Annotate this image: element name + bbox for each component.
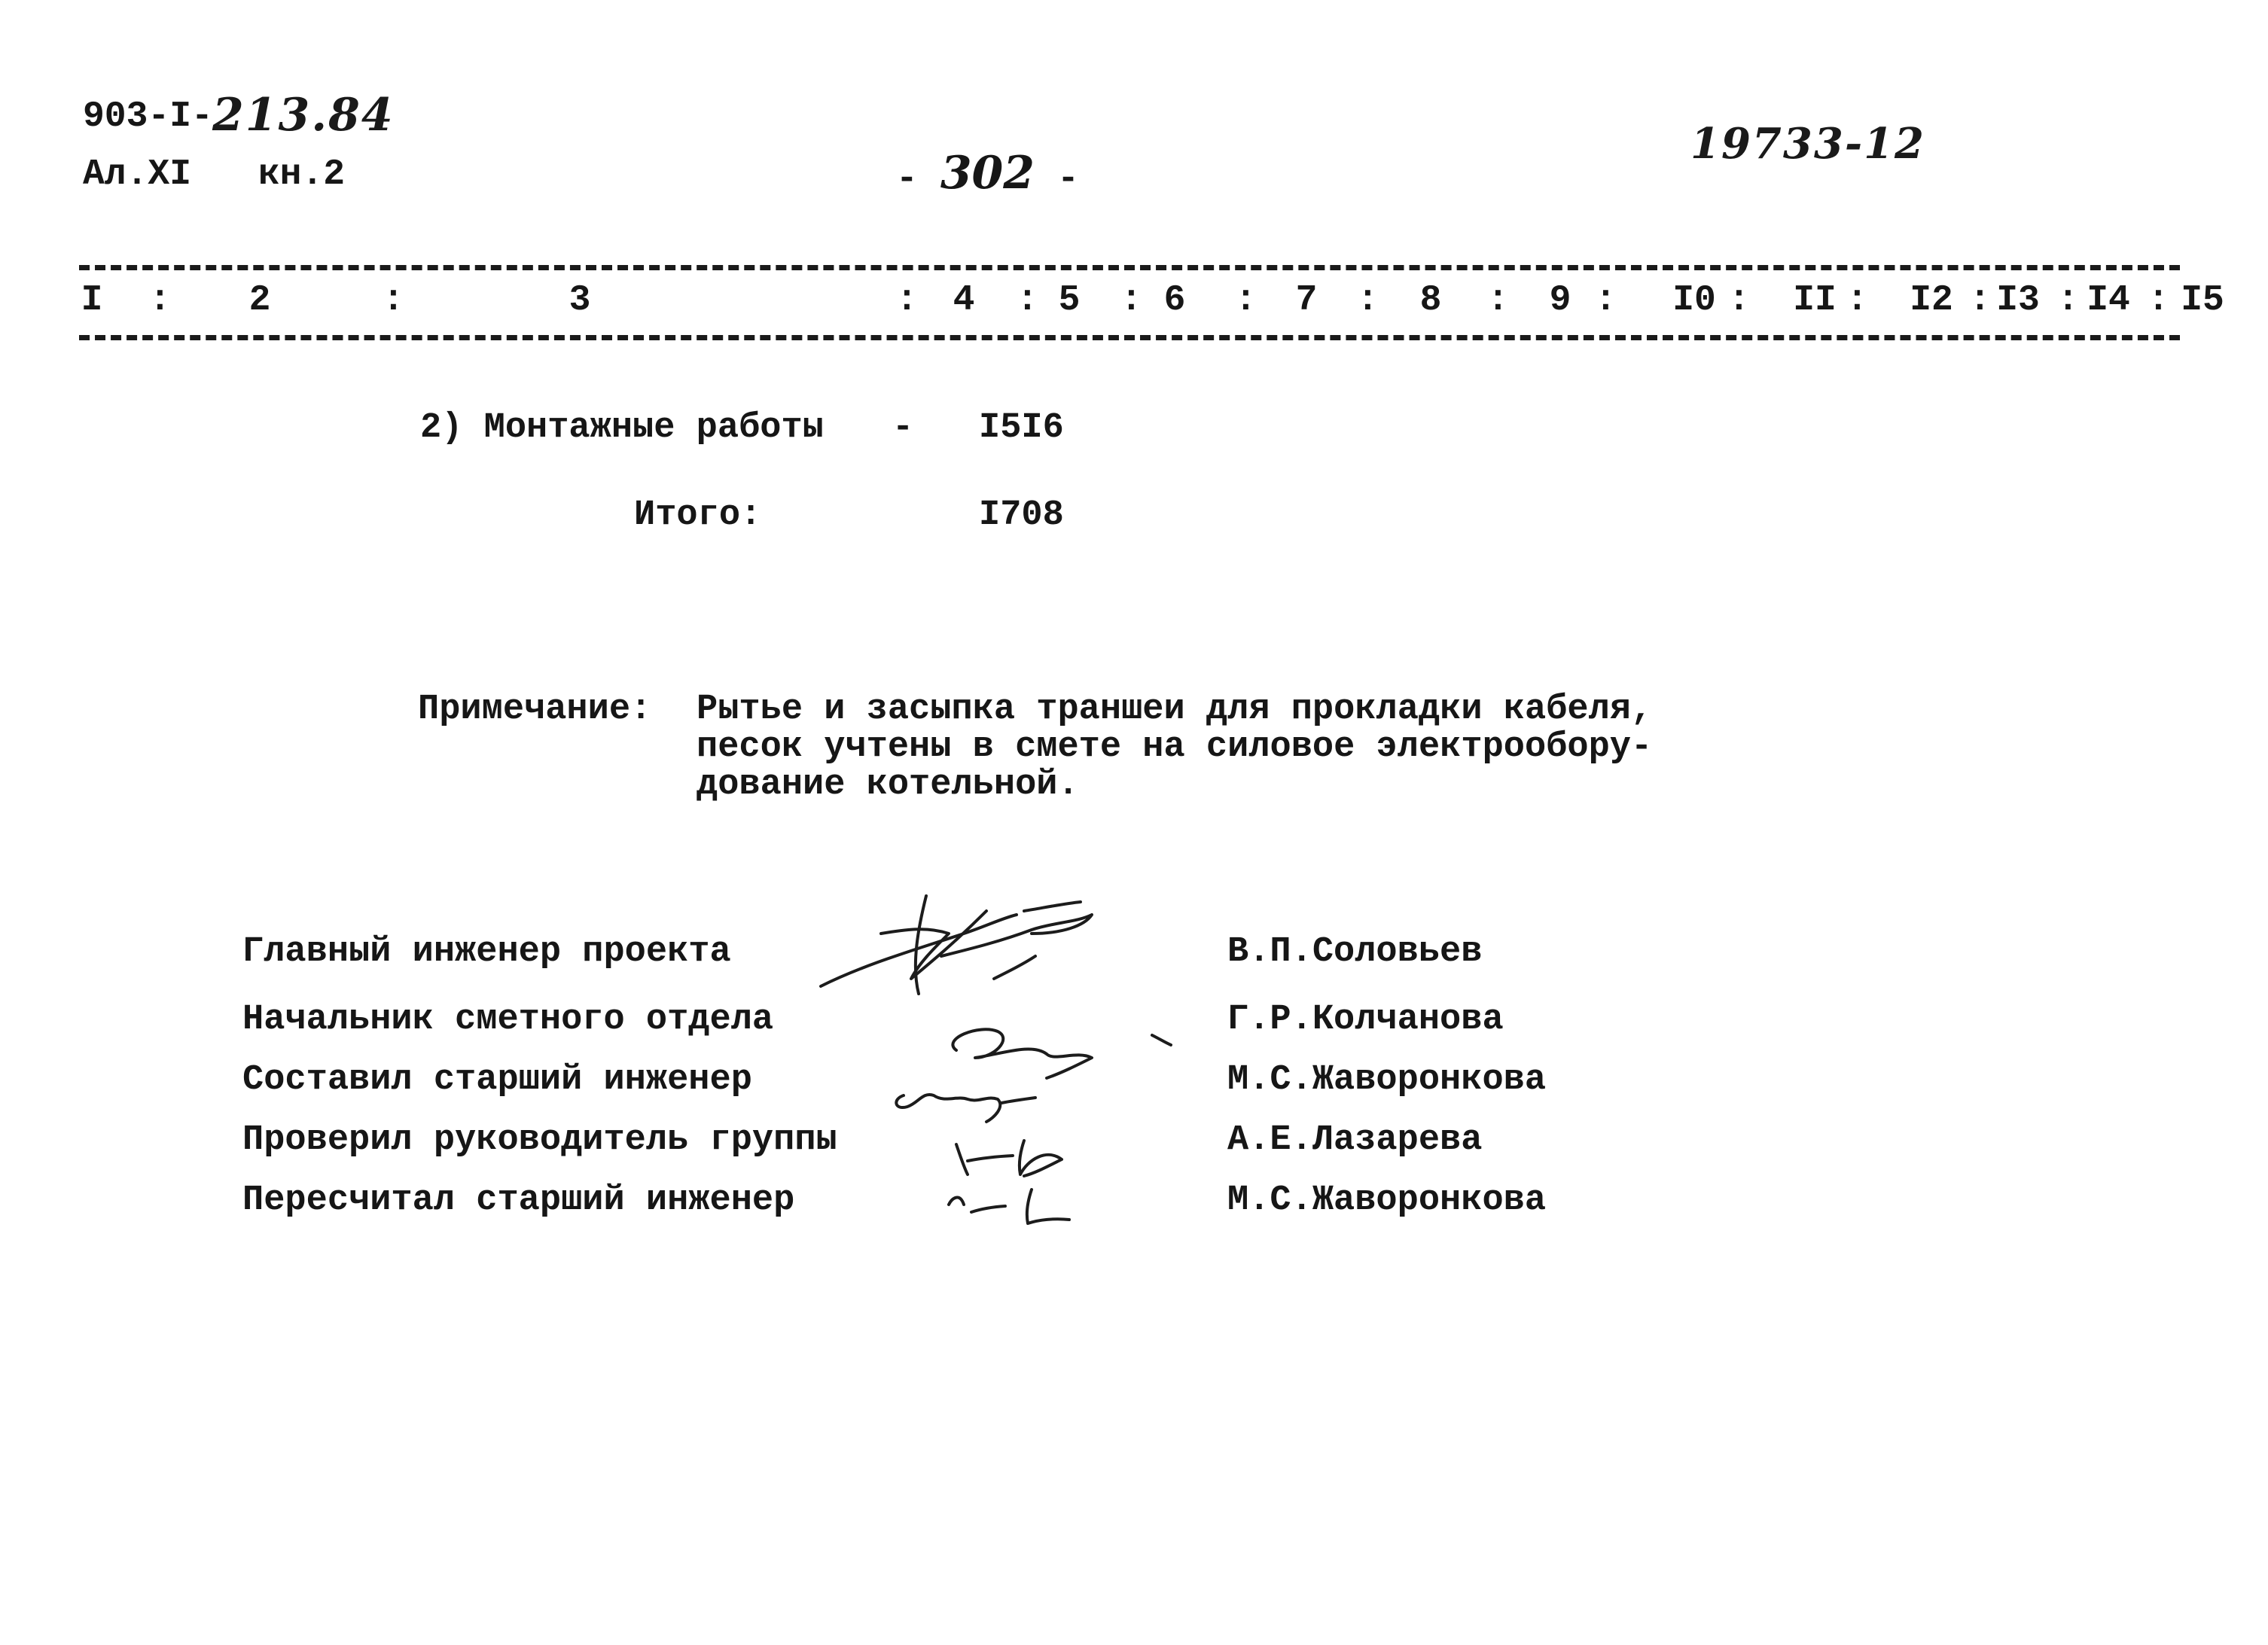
book-label: кн.2	[258, 154, 346, 195]
column-number: 3	[569, 280, 591, 321]
column-number: I	[81, 280, 103, 321]
column-number: I5	[2181, 280, 2224, 321]
note-line: дование котельной.	[697, 765, 1079, 805]
signature-name: А.Е.Лазарева	[1227, 1120, 1483, 1160]
column-separator: :	[1846, 280, 1868, 321]
total-value: I708	[979, 495, 1064, 535]
signature-role: Пересчитал старший инженер	[242, 1180, 795, 1220]
signature-stroke	[1027, 1190, 1069, 1223]
total-label: Итого:	[634, 495, 762, 535]
note-line: Рытье и засыпка траншеи для прокладки кабеля,	[697, 690, 1653, 730]
signature-stroke	[956, 1144, 968, 1174]
works-line-value: I5I6	[979, 408, 1064, 448]
signature-stroke	[896, 1095, 1000, 1122]
signature-stroke	[1001, 1098, 1035, 1103]
column-number: II	[1793, 280, 1837, 321]
column-separator: :	[149, 280, 171, 321]
signature-stroke	[1152, 1035, 1171, 1045]
column-separator: :	[1120, 280, 1142, 321]
signature-stroke	[1020, 1141, 1062, 1176]
signature-name: М.С.Жаворонкова	[1227, 1180, 1547, 1220]
column-separator: :	[1235, 280, 1257, 321]
column-header-bottom-rule	[79, 335, 2180, 340]
column-separator: :	[1357, 280, 1379, 321]
column-separator: :	[383, 280, 404, 321]
page-dash-right: -	[1057, 159, 1079, 200]
signature-role: Главный инженер проекта	[242, 932, 731, 972]
column-separator: :	[1728, 280, 1750, 321]
archive-number: 19733-12	[1690, 119, 1925, 169]
column-header-top-rule	[79, 265, 2180, 270]
column-number: 2	[248, 280, 271, 321]
column-number: 9	[1549, 280, 1571, 321]
column-separator: :	[2057, 280, 2079, 321]
column-number: 6	[1163, 280, 1186, 321]
column-separator: :	[2148, 280, 2169, 321]
album-label: Ал.XI	[83, 154, 192, 195]
signature-stroke	[953, 1029, 1092, 1078]
page-dash-left: -	[896, 159, 918, 200]
works-line-dash: -	[892, 408, 914, 448]
column-separator: :	[896, 280, 918, 321]
signature-stroke	[994, 956, 1035, 979]
column-number: I0	[1672, 280, 1716, 321]
column-number: I4	[2087, 280, 2130, 321]
note-line: песок учтены в смете на силовое электрообору-	[697, 727, 1653, 767]
works-line-label: 2) Монтажные работы	[420, 408, 824, 448]
handwritten-signature-marks	[806, 881, 1197, 1235]
document-code-handwritten: 213.84	[212, 89, 395, 142]
signature-stroke	[968, 1156, 1013, 1161]
album-book-line	[83, 154, 345, 195]
column-number: 8	[1419, 280, 1442, 321]
column-separator: :	[1017, 280, 1038, 321]
signature-name: М.С.Жаворонкова	[1227, 1060, 1547, 1100]
note-label: Примечание:	[418, 690, 652, 730]
column-number: 5	[1058, 280, 1081, 321]
column-separator: :	[1969, 280, 1991, 321]
signature-stroke	[1024, 902, 1081, 911]
signature-role: Проверил руководитель группы	[242, 1120, 837, 1160]
column-separator: :	[1487, 280, 1509, 321]
signature-role: Составил старший инженер	[242, 1060, 752, 1100]
column-number: 7	[1295, 280, 1318, 321]
column-number: I2	[1910, 280, 1953, 321]
signature-stroke	[941, 915, 1092, 956]
column-separator: :	[1595, 280, 1617, 321]
document-code-prefix: 903-I-	[83, 96, 213, 137]
signature-stroke	[949, 1198, 964, 1205]
signature-name: Г.Р.Колчанова	[1227, 1000, 1504, 1040]
column-number: 4	[953, 280, 975, 321]
signature-stroke	[971, 1206, 1005, 1212]
column-number: I3	[1996, 280, 2040, 321]
signature-role: Начальник сметного отдела	[242, 1000, 774, 1040]
page-number-line	[896, 147, 1079, 200]
signature-name: В.П.Соловьев	[1227, 932, 1483, 972]
page-number: 302	[940, 147, 1035, 200]
